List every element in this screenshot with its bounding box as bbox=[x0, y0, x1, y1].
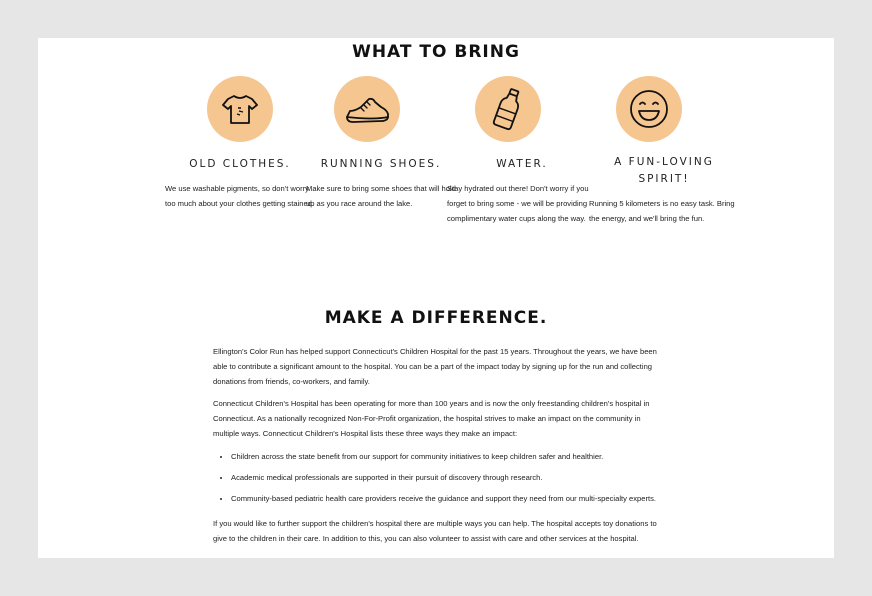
list-item: • Academic medical professionals are supported in their pursuit of discovery through research. bbox=[231, 470, 663, 485]
paragraph: Ellington's Color Run has helped support Connecticut's Children Hospital for the past 15 years. Throughout the years, we have been able to contribute a significant amount to the hospital. You can be a part of the impact today by signing up for the run and collecting donations from friends, co-workers, and family. bbox=[213, 347, 657, 386]
smiley-face-icon bbox=[616, 76, 682, 142]
bring-items bbox=[38, 38, 834, 278]
item-description: Running 5 kilometers is no easy task. Bring the energy, and we'll bring the fun. bbox=[589, 199, 735, 223]
sneaker-icon bbox=[334, 76, 400, 142]
item-title: A FUN-LOVING SPIRIT! bbox=[614, 156, 714, 185]
item-description: Make sure to bring some shoes that will hold up as you race around the lake. bbox=[306, 184, 456, 208]
bring-item-water bbox=[447, 76, 597, 226]
list-item: • Children across the state benefit from our support for community initiatives to keep children safer and healthier. bbox=[231, 449, 663, 464]
article-body bbox=[213, 344, 663, 553]
item-title: OLD CLOTHES. bbox=[189, 158, 291, 170]
water-bottle-icon bbox=[475, 76, 541, 142]
bring-item-running-shoes bbox=[306, 76, 456, 211]
bring-item-old-clothes bbox=[165, 76, 315, 211]
list-item: • Community-based pediatric health care providers receive the guidance and support they need from our multi-specialty experts. bbox=[231, 491, 663, 506]
item-description: Stay hydrated out there! Don't worry if you forget to bring some - we will be providing complimentary water cups along the way. bbox=[447, 184, 589, 223]
page-content bbox=[38, 38, 834, 558]
paragraph: Connecticut Children's Hospital has been operating for more than 100 years and is now the only freestanding children's hospital in Connecticut. As a nationally recognized Non-For-Profit organization, the hospital strives to make an impact on the community in multiple ways. Connecticut Children's Hospital lists these three ways they make an impact: bbox=[213, 399, 650, 438]
paragraph: If you would like to further support the children's hospital there are multiple ways you can help. The hospital accepts toy donations to give to the children in their care. In addition to this, you can also volunteer to assist with care and other services at the hospital. bbox=[213, 519, 657, 543]
item-description: We use washable pigments, so don't worry too much about your clothes getting stained. bbox=[165, 184, 315, 208]
bring-item-fun-loving-spirit bbox=[589, 76, 739, 226]
make-a-difference-heading: MAKE A DIFFERENCE. bbox=[324, 308, 548, 328]
what-to-bring-heading: WHAT TO BRING bbox=[352, 42, 520, 62]
item-title: RUNNING SHOES. bbox=[320, 158, 442, 170]
impact-list bbox=[213, 449, 663, 506]
item-title: WATER. bbox=[496, 158, 548, 170]
tshirt-icon bbox=[207, 76, 273, 142]
